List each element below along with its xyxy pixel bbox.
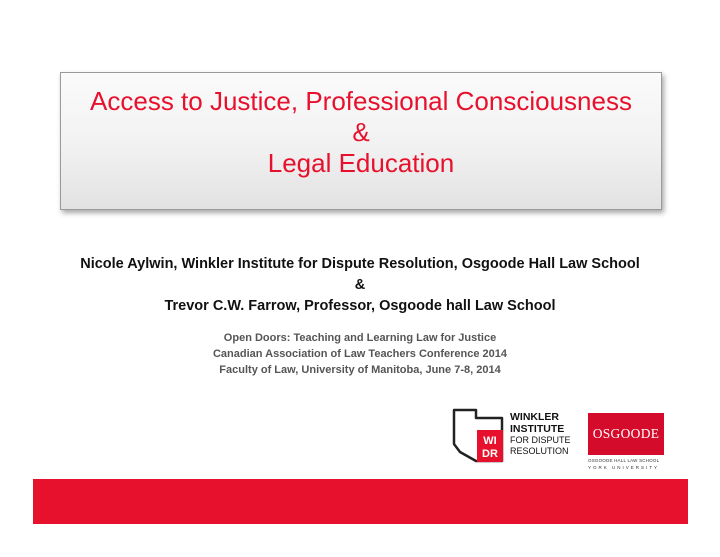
winkler-mark-bottom: DR — [482, 448, 498, 460]
author-2: Trevor C.W. Farrow, Professor, Osgoode hall Law School — [164, 298, 556, 314]
osgoode-logo-subtitle — [588, 458, 668, 471]
author-1: Nicole Aylwin, Winkler Institute for Dispute Resolution, Osgoode Hall Law School — [80, 256, 640, 272]
event-line-2: Canadian Association of Law Teachers Conference 2014 — [212, 348, 508, 360]
winkler-line-3: FOR DISPUTE — [510, 435, 571, 445]
osgoode-logo: OSGOODE — [588, 413, 664, 455]
osgoode-sub-1: OSGOODE HALL LAW SCHOOL — [588, 458, 660, 463]
event-line-3: Faculty of Law, University of Manitoba, June 7-8, 2014 — [219, 364, 501, 376]
title-line-1: Access to Justice, Professional Consciousness — [90, 86, 632, 116]
winkler-line-2: INSTITUTE — [510, 422, 565, 435]
event-info — [0, 330, 720, 378]
title-line-2: & — [352, 117, 370, 147]
title-line-3: Legal Education — [267, 148, 455, 178]
event-line-1: Open Doors: Teaching and Learning Law for Justice — [223, 332, 497, 344]
authors — [0, 254, 720, 317]
footer-bar — [33, 479, 688, 524]
winkler-mark-top: WI — [483, 435, 497, 447]
author-separator: & — [354, 277, 366, 293]
winkler-logo-text — [510, 412, 571, 456]
osgoode-sub-2: YORK UNIVERSITY — [588, 464, 660, 470]
title-box — [60, 72, 662, 210]
winkler-line-1: WINKLER — [510, 411, 559, 423]
winkler-line-4: RESOLUTION — [510, 445, 569, 456]
